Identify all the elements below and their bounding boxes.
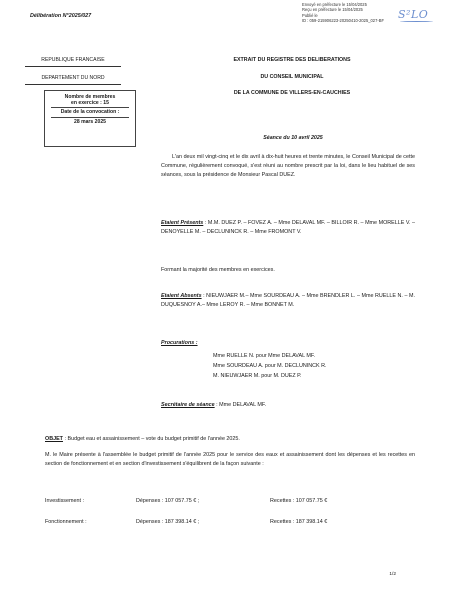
stamp-sent-line: Envoyé en préfecture le 15/04/2025 bbox=[302, 2, 367, 7]
seance-title: Séance du 10 avril 2025 bbox=[263, 135, 323, 141]
objet-label: OBJET bbox=[45, 436, 63, 442]
stamp-received-line: Reçu en préfecture le 15/04/2025 bbox=[302, 7, 363, 13]
procurations-list bbox=[213, 351, 327, 382]
secretaire-paragraph bbox=[161, 401, 415, 410]
council-title: DU CONSEIL MUNICIPAL bbox=[260, 73, 324, 80]
absents-paragraph bbox=[161, 292, 415, 310]
presents-paragraph bbox=[161, 219, 415, 237]
convocation-date-value: 28 mars 2025 bbox=[73, 118, 106, 125]
objet-text: : Budget eau et assainissement – vote du budget primitif de l'année 2025. bbox=[62, 436, 240, 442]
left-header bbox=[25, 57, 121, 93]
republic-label: REPUBLIQUE FRANCAISE bbox=[41, 57, 105, 63]
members-value: en exercice : 15 bbox=[71, 100, 109, 107]
deliberation-number: Délibération N°2025/027 bbox=[30, 13, 92, 19]
convocation-box bbox=[44, 90, 136, 147]
absents-list: : NIEUWJAER M.– Mme SOURDEAU A. – Mme BRENDLER L. – Mme RUELLE N. – M. DUQUESNOY A.– Mme LEROY R. – Mme BONNET M. bbox=[161, 293, 415, 308]
slo-logo: S²LO bbox=[398, 8, 429, 21]
secretaire-name: : Mme DELAVAL MF. bbox=[214, 402, 267, 408]
fonctionnement-label: Fonctionnement : bbox=[45, 519, 87, 525]
investissement-recettes: Recettes : 107 057.75 € bbox=[270, 498, 328, 504]
prefecture-stamp bbox=[302, 2, 442, 40]
budget-paragraph: M. le Maire présente à l'assemblée le budget primitif de l'année 2025 pour le service des eaux et assainissement dont les dépenses et les recettes en section de fonctionnement et en section d'investissement s'équilibrent de la façon suivante : bbox=[45, 452, 415, 467]
intro-paragraph: L'an deux mil vingt-cinq et le dix avril à dix-huit heures et trente minutes, le Conseil Municipal de cette Commune, régulièrement convoqué, s'est réuni au nombre prescrit par la loi, dans le lieu habituel de ses séances, sous la présidence de Monsieur Pascal DUEZ. bbox=[161, 154, 415, 178]
procuration-item: Mme RUELLE N. pour Mme DELAVAL MF. bbox=[213, 353, 316, 359]
procuration-item: Mme SOURDEAU A. pour M. DECLUNINCK R. bbox=[213, 363, 327, 370]
absents-label: Etaient Absents bbox=[161, 293, 202, 299]
investissement-label: Investissement : bbox=[45, 498, 84, 504]
majority-paragraph: Formant la majorité des membres en exercices. bbox=[161, 267, 275, 273]
extract-title: EXTRAIT DU REGISTRE DES DELIBERATIONS bbox=[233, 57, 351, 63]
stamp-published-line: Publié le bbox=[302, 12, 318, 18]
fonctionnement-recettes: Recettes : 187 398.14 € bbox=[270, 519, 328, 525]
objet-line bbox=[45, 435, 415, 444]
header-divider bbox=[25, 66, 121, 67]
presents-list: : M.M. DUEZ P. – FOVEZ A. – Mme DELAVAL MF. – BILLOIR R. – Mme MORELLE V. – DENOYELLE M. – DECLUNINCK R. – Mme FROMONT V. bbox=[161, 220, 415, 235]
convocation-date-label: Date de la convocation : bbox=[60, 109, 120, 116]
page-number: 1/2 bbox=[389, 572, 396, 577]
box-divider bbox=[51, 107, 129, 108]
secretaire-label: Secrétaire de séance bbox=[161, 402, 215, 408]
header-divider bbox=[25, 84, 121, 85]
procuration-item: M. NIEUWJAER M. pour M. DUEZ P. bbox=[213, 373, 302, 380]
investissement-depenses: Dépenses : 107 057.75 € ; bbox=[136, 498, 200, 504]
members-label: Nombre de membres bbox=[64, 94, 116, 100]
presents-label: Etaient Présents bbox=[161, 220, 204, 226]
fonctionnement-depenses: Dépenses : 187 398.14 € ; bbox=[136, 519, 200, 525]
procurations-title: Procurations : bbox=[161, 340, 198, 346]
right-header bbox=[181, 57, 403, 107]
box-divider bbox=[51, 117, 129, 118]
commune-title: DE LA COMMUNE DE VILLERS-EN-CAUCHIES bbox=[233, 90, 351, 96]
stamp-id-line: ID : 059-215906223-20250410-2025_027-BF bbox=[302, 17, 384, 23]
department-label: DEPARTEMENT DU NORD bbox=[41, 75, 105, 81]
